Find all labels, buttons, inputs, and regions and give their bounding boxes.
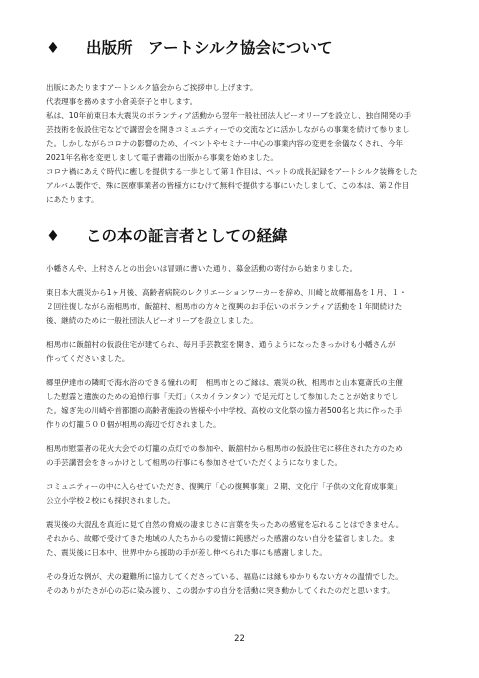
diamond-bullet-icon: ♦ — [46, 39, 60, 57]
section-body-art-silk-association — [46, 81, 450, 217]
text-line: 震災後の大混乱を真近に見て自然の脅威の凄まじさに言葉を失ったあの感覚を忘れることはできません。 — [46, 520, 404, 529]
paragraph — [46, 442, 450, 470]
paragraph — [46, 286, 450, 328]
text-line: 東日本大震災から1ヶ月後、高齢者病院のレクリエーションワーカーを辞め、川崎と故郷福島を１月、１・ — [46, 288, 407, 297]
section-heading-art-silk-association — [46, 38, 333, 58]
text-line: 出版にあたりますアートシルク協会からご挨拶申し上げます。 — [46, 83, 258, 92]
paragraph — [46, 570, 450, 598]
section-heading-witness-background — [46, 226, 288, 246]
paragraph — [46, 518, 450, 560]
text-line: 相馬市慰霊者の花火大会での灯籠の点灯での参加や、飯舘村から相馬市の仮設住宅に移住された方のため — [46, 444, 403, 453]
text-line: そのありがたさが心の芯に染み渡り、この弱かすの自分を活動に突き動かしてくれたのだと思います。 — [46, 586, 395, 595]
text-line: それから、故郷で受けてきた地域の人たちからの愛情に鈍感だった感謝のない自分を猛省しました。ま — [46, 534, 396, 543]
text-line: た、震災後に日本中、世界中から援助の手が差し伸べられた事にも感謝しました。 — [46, 548, 327, 557]
text-line: ２回往復しながら南相馬市、飯舘村、相馬市の方々と復興のお手伝いのボランティア活動を１年間続けた — [46, 302, 403, 311]
paragraph — [46, 338, 450, 366]
text-line: 2021年名称を変更しまして電子書籍の出版から事業を始めました。 — [46, 153, 278, 162]
text-line: 作りの灯籠５００個が相馬の海辺で灯されました。 — [46, 420, 221, 429]
text-line: コミュニティーの中に入らせていただき、復興庁「心の復興事業」２期、文化庁「子供の文化育成事業」 — [46, 482, 402, 491]
text-line: 私は、10年前東日本大震災のボランティア活動から翌年一般社団法人ピーオリーブを設立し、独自開発の手 — [46, 111, 412, 120]
text-line: にあたります。 — [46, 195, 99, 204]
text-line: 公立小学校２校にも採択されました。 — [46, 496, 176, 505]
text-line: の手芸講習会をきっかけとして相馬の行事にも参加させていただくようになりました。 — [46, 458, 343, 467]
text-line: た。嫁ぎ先の川崎や首都圏の高齢者施設の皆様や小中学校、高校の文化祭の協力者500名と共に作った手 — [46, 406, 403, 415]
diamond-bullet-icon: ♦ — [46, 227, 60, 245]
text-line: 代表理事を務めます小倉美奈子と申します。 — [46, 97, 198, 106]
page-number: 22 — [234, 634, 245, 644]
section-title: この本の証言者としての経緯 — [86, 227, 288, 245]
text-line: 郷里伊達市の隣町で海水浴のできる憧れの町 相馬市とのご縁は、震災の秋、相馬市と山本寛斎氏の主催 — [46, 378, 403, 387]
text-line: 相馬市に飯舘村の仮設住宅が建てられ、毎月手芸教室を開き、通うようになったきっかけも小幡さんが — [46, 340, 396, 349]
section-body-witness-background — [46, 262, 450, 608]
text-line: アルバム製作で、殊に医療事業者の皆様方にむけて無料で提供する事にいたしまして、この本は、第２作目 — [46, 181, 410, 190]
paragraph — [46, 480, 450, 508]
text-line: 小幡さんや、上村さんとの出会いは冒頭に書いた通り、募金活動の寄付から始まりました。 — [46, 264, 358, 273]
paragraph — [46, 262, 450, 276]
text-line: た。しかしながらコロナの影響のため、イベントやセミナー中心の事業内容の変更を余儀なくされ、今年 — [46, 139, 404, 148]
text-line: した慰霊と遺族のための追悼行事「天灯」（スカイランタン）で足元灯として参加したことが始まりでし — [46, 392, 399, 401]
paragraph — [46, 376, 450, 432]
section-title: 出版所 アートシルク協会について — [86, 39, 333, 57]
paragraph — [46, 81, 450, 207]
text-line: 後、継続のために一般社団法人ピーオリーブを設立しました。 — [46, 316, 258, 325]
text-line: 作ってくださいました。 — [46, 354, 130, 363]
text-line: 芸技術を仮設住宅などで講習会を開きコミュニティーでの交流などに活かしながらの事業を続けて参りまし — [46, 125, 410, 134]
text-line: その身近な例が、犬の避難所に協力してくださっている、福島には縁もゆかりもない方々の温情でした。 — [46, 572, 403, 581]
text-line: コロナ禍にあえぐ時代に癒しを提供する一歩として第１作目は、ペットの成長記録をアートシルク装飾をした — [46, 167, 418, 176]
